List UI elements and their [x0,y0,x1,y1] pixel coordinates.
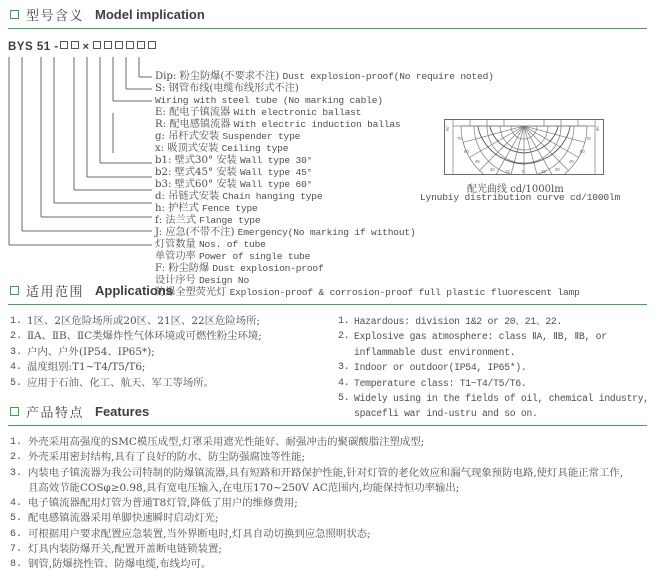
item-number: 8. [10,559,23,571]
legend-row-5 [155,131,300,143]
svg-text:75: 75 [457,136,462,141]
item-text: Widely using in the fields of oil, chemical industry, spacefli war ind-ustru and so on. [354,393,649,420]
legend-row-13 [155,227,416,239]
legend-cn-18: 防爆全塑荧光灯 [155,287,227,298]
features-title-en: Features [95,404,150,419]
svg-text:90: 90 [445,126,450,131]
svg-text:90: 90 [595,126,600,131]
section-applications [0,281,655,422]
legend-row-0 [155,71,494,83]
list-item [10,557,655,572]
legend-en-10: Chain hanging type [222,191,323,202]
item-text: 外壳采用密封结构,具有了良好的防水、防尘防强腐蚀等性能; [28,451,305,464]
list-item [10,511,655,526]
list-item [10,329,330,344]
item-text: 内装电子镇流器为我公司特制的防爆镇流器,具有短路和开路保护性能,针对灯管的老化效应和漏气现象预防电路,使灯具能正常工作, [28,466,624,479]
list-item [10,466,655,481]
features-title-cn: 产品特点 [26,406,85,421]
legend-row-1 [155,83,299,95]
item-text: ⅡA、ⅡB、ⅡC类爆炸性气体环境或可燃性粉尘环境; [27,330,262,343]
legend-row-6 [155,143,288,155]
legend-cn-5: g: 吊杆式安装 [155,131,220,142]
model-title-en: Model implication [95,7,205,22]
legend-cn-8: b2: 壁式45° 安装 [155,167,237,178]
list-item [10,496,655,511]
item-number: 5. [10,513,23,525]
legend-en-5: Suspender type [222,131,301,142]
legend-en-7: Wall type 30° [239,155,313,166]
item-number: 5. [338,393,350,405]
svg-text:30: 30 [555,167,560,172]
item-number: 2. [10,331,23,343]
features-list [0,435,655,573]
legend-cn-3: E: 配电子镇流器 [155,107,231,118]
item-number: 4. [10,362,23,374]
legend-en-6: Ceiling type [221,143,289,154]
item-text: 应用于石油、化工、航天、军工等场所。 [27,376,215,389]
legend-row-11 [155,203,258,215]
svg-text:45: 45 [569,159,574,164]
legend-cn-12: f: 法兰式 [155,215,197,226]
list-item [338,360,655,375]
legend-cn-7: b1: 壁式30° 安装 [155,155,237,166]
legend-cn-14: 灯管数量 [155,239,196,250]
applications-title-en: Applications [95,283,174,298]
model-section-header [0,5,655,24]
legend-en-3: With electronic ballast [233,107,362,118]
features-section-header [0,402,655,421]
svg-text:75: 75 [586,136,591,141]
item-text: Hazardous: division 1&2 or 20、21、22. [354,316,563,327]
item-text: Indoor or outdoor(IP54, IP65*). [354,362,527,374]
legend-en-0: Dust explosion-proof(No require noted) [282,71,494,82]
list-item [10,527,655,542]
item-text: 配电感镇流器采用单脚快速瞬时启动灯光; [28,512,219,525]
features-divider [8,425,647,426]
legend-row-10 [155,191,322,203]
item-text: 外壳采用高强度的SMC模压成型,灯罩采用遮光性能好、耐强冲击的聚碳酸脂注塑成型; [28,436,425,448]
applications-list-cn [10,314,330,391]
item-number: 3. [338,362,350,374]
legend-cn-4: R: 配电感镇流器 [155,119,231,130]
list-item [10,345,330,360]
legend-en-18: Explosion-proof & corrosion-proof full plastic fluorescent lamp [229,287,580,298]
legend-cn-10: d: 吊链式安装 [155,191,220,202]
list-item [10,376,330,391]
square-bullet-icon [10,10,19,19]
item-text: Explosive gas atmosphere: class ⅡA, ⅡB, ⅡB, or inflammable dust environment. [354,331,607,358]
item-number: 4. [10,498,23,510]
legend-en-15: Power of single tube [199,251,311,262]
item-3-continuation: 且高效节能COSφ≥0.98,具有宽电压输入,在电压170~250V AC范围内,均能保持恒功率输出; [28,481,460,494]
legend-cn-15: 单管功率 [155,251,196,262]
item-text: 电子镇流器配用灯管为普通T8灯管,降低了用户的维修费用; [28,497,298,510]
light-distribution-diagram [444,119,604,175]
legend-row-4 [155,119,400,131]
legend-row-3 [155,107,361,119]
polar-curve-svg [445,120,603,174]
polar-caption-en: Lynubiy distribution curve cd/1000lm [420,192,621,203]
legend-row-14 [155,239,266,251]
item-number: 4. [338,377,350,389]
item-text: 可根据用户要求配置应急装置,当外界断电时,灯具自动切换到应急照明状态; [28,527,371,540]
legend-row-12 [155,215,260,227]
applications-title-cn: 适用范围 [26,285,85,300]
applications-divider [8,304,647,305]
svg-text:60: 60 [464,149,469,154]
legend-cn-13: J: 应急(不带不注) [155,227,235,238]
applications-section-header [0,281,655,300]
legend-en-9: Wall type 60° [239,179,313,190]
section-features [0,402,655,573]
legend-cn-11: h: 护栏式 [155,203,199,214]
legend-row-16 [155,263,324,275]
code-multiply-sign: × [82,41,90,53]
item-text: 温度组别:T1~T4/T5/T6; [27,361,146,374]
legend-cn-6: x: 吸顶式安装 [155,143,219,154]
legend-en-8: Wall type 45° [239,167,313,178]
item-number: 1. [10,437,23,448]
legend-en-17: Design No [199,275,250,286]
legend-row-15 [155,251,310,263]
svg-text:15: 15 [505,169,510,174]
model-title-cn: 型号含义 [26,9,85,24]
legend-cn-9: b3: 壁式60° 安装 [155,179,237,190]
item-number: 1. [10,316,23,327]
legend-cn-0: Dip: 粉尘防爆(不要求不注) [155,71,280,82]
item-number: 2. [10,452,23,464]
list-item [338,329,655,360]
legend-cn-17: 设计序号 [155,275,196,286]
legend-cn-16: F: 粉尘防爆 [155,263,210,274]
svg-text:30: 30 [490,167,495,172]
list-item [338,376,655,391]
legend-en-14: Nos. of tube [199,239,266,250]
legend-en-2: Wiring with steel tube (No marking cable) [155,95,383,106]
list-item [10,435,655,450]
item-number: 5. [10,377,23,389]
item-text: 户内、户外(IP54、IP65*); [27,345,155,358]
item-text: 钢管,防爆挠性管、防爆电缆,布线均可。 [28,558,212,571]
item-number: 3. [10,467,23,479]
legend-row-7 [155,155,312,167]
legend-en-13: Emergency(No marking if without) [237,227,416,238]
legend-row-9 [155,179,312,191]
item-number: 7. [10,544,23,556]
item-text: 灯具内装防爆开关,配置开盖断电链锁装置; [28,543,222,556]
svg-text:15: 15 [541,169,546,174]
legend-en-16: Dust explosion-proof [212,263,324,274]
model-divider [8,28,647,29]
polar-caption-cn: 配光曲线 cd/1000lm [467,184,564,195]
legend-en-11: Fence type [202,203,258,214]
square-bullet-icon [10,286,19,295]
svg-text:45: 45 [475,159,480,164]
list-item [10,314,330,329]
item-text: Temperature class: T1~T4/T5/T6. [354,377,527,389]
item-text: 1区、2区危险场所或20区、21区、22区危险场所; [27,315,261,327]
item-number: 2. [338,331,350,343]
list-item [10,450,655,465]
item-number: 3. [10,346,23,358]
list-item [10,360,330,375]
list-item [10,542,655,557]
svg-text:0: 0 [522,169,525,174]
legend-row-2 [155,95,383,107]
square-bullet-icon [10,407,19,416]
item-number: 6. [10,528,23,540]
legend-en-12: Flange type [199,215,261,226]
model-code-prefix: BYS 51 - [8,41,59,53]
legend-row-8 [155,167,312,179]
svg-text:60: 60 [580,149,585,154]
item-number: 1. [338,316,350,327]
list-item [338,314,655,329]
legend-en-4: With electric induction ballas [233,119,401,130]
legend-cn-1: S: 钢管布线(电缆布线形式不注) [155,83,299,94]
